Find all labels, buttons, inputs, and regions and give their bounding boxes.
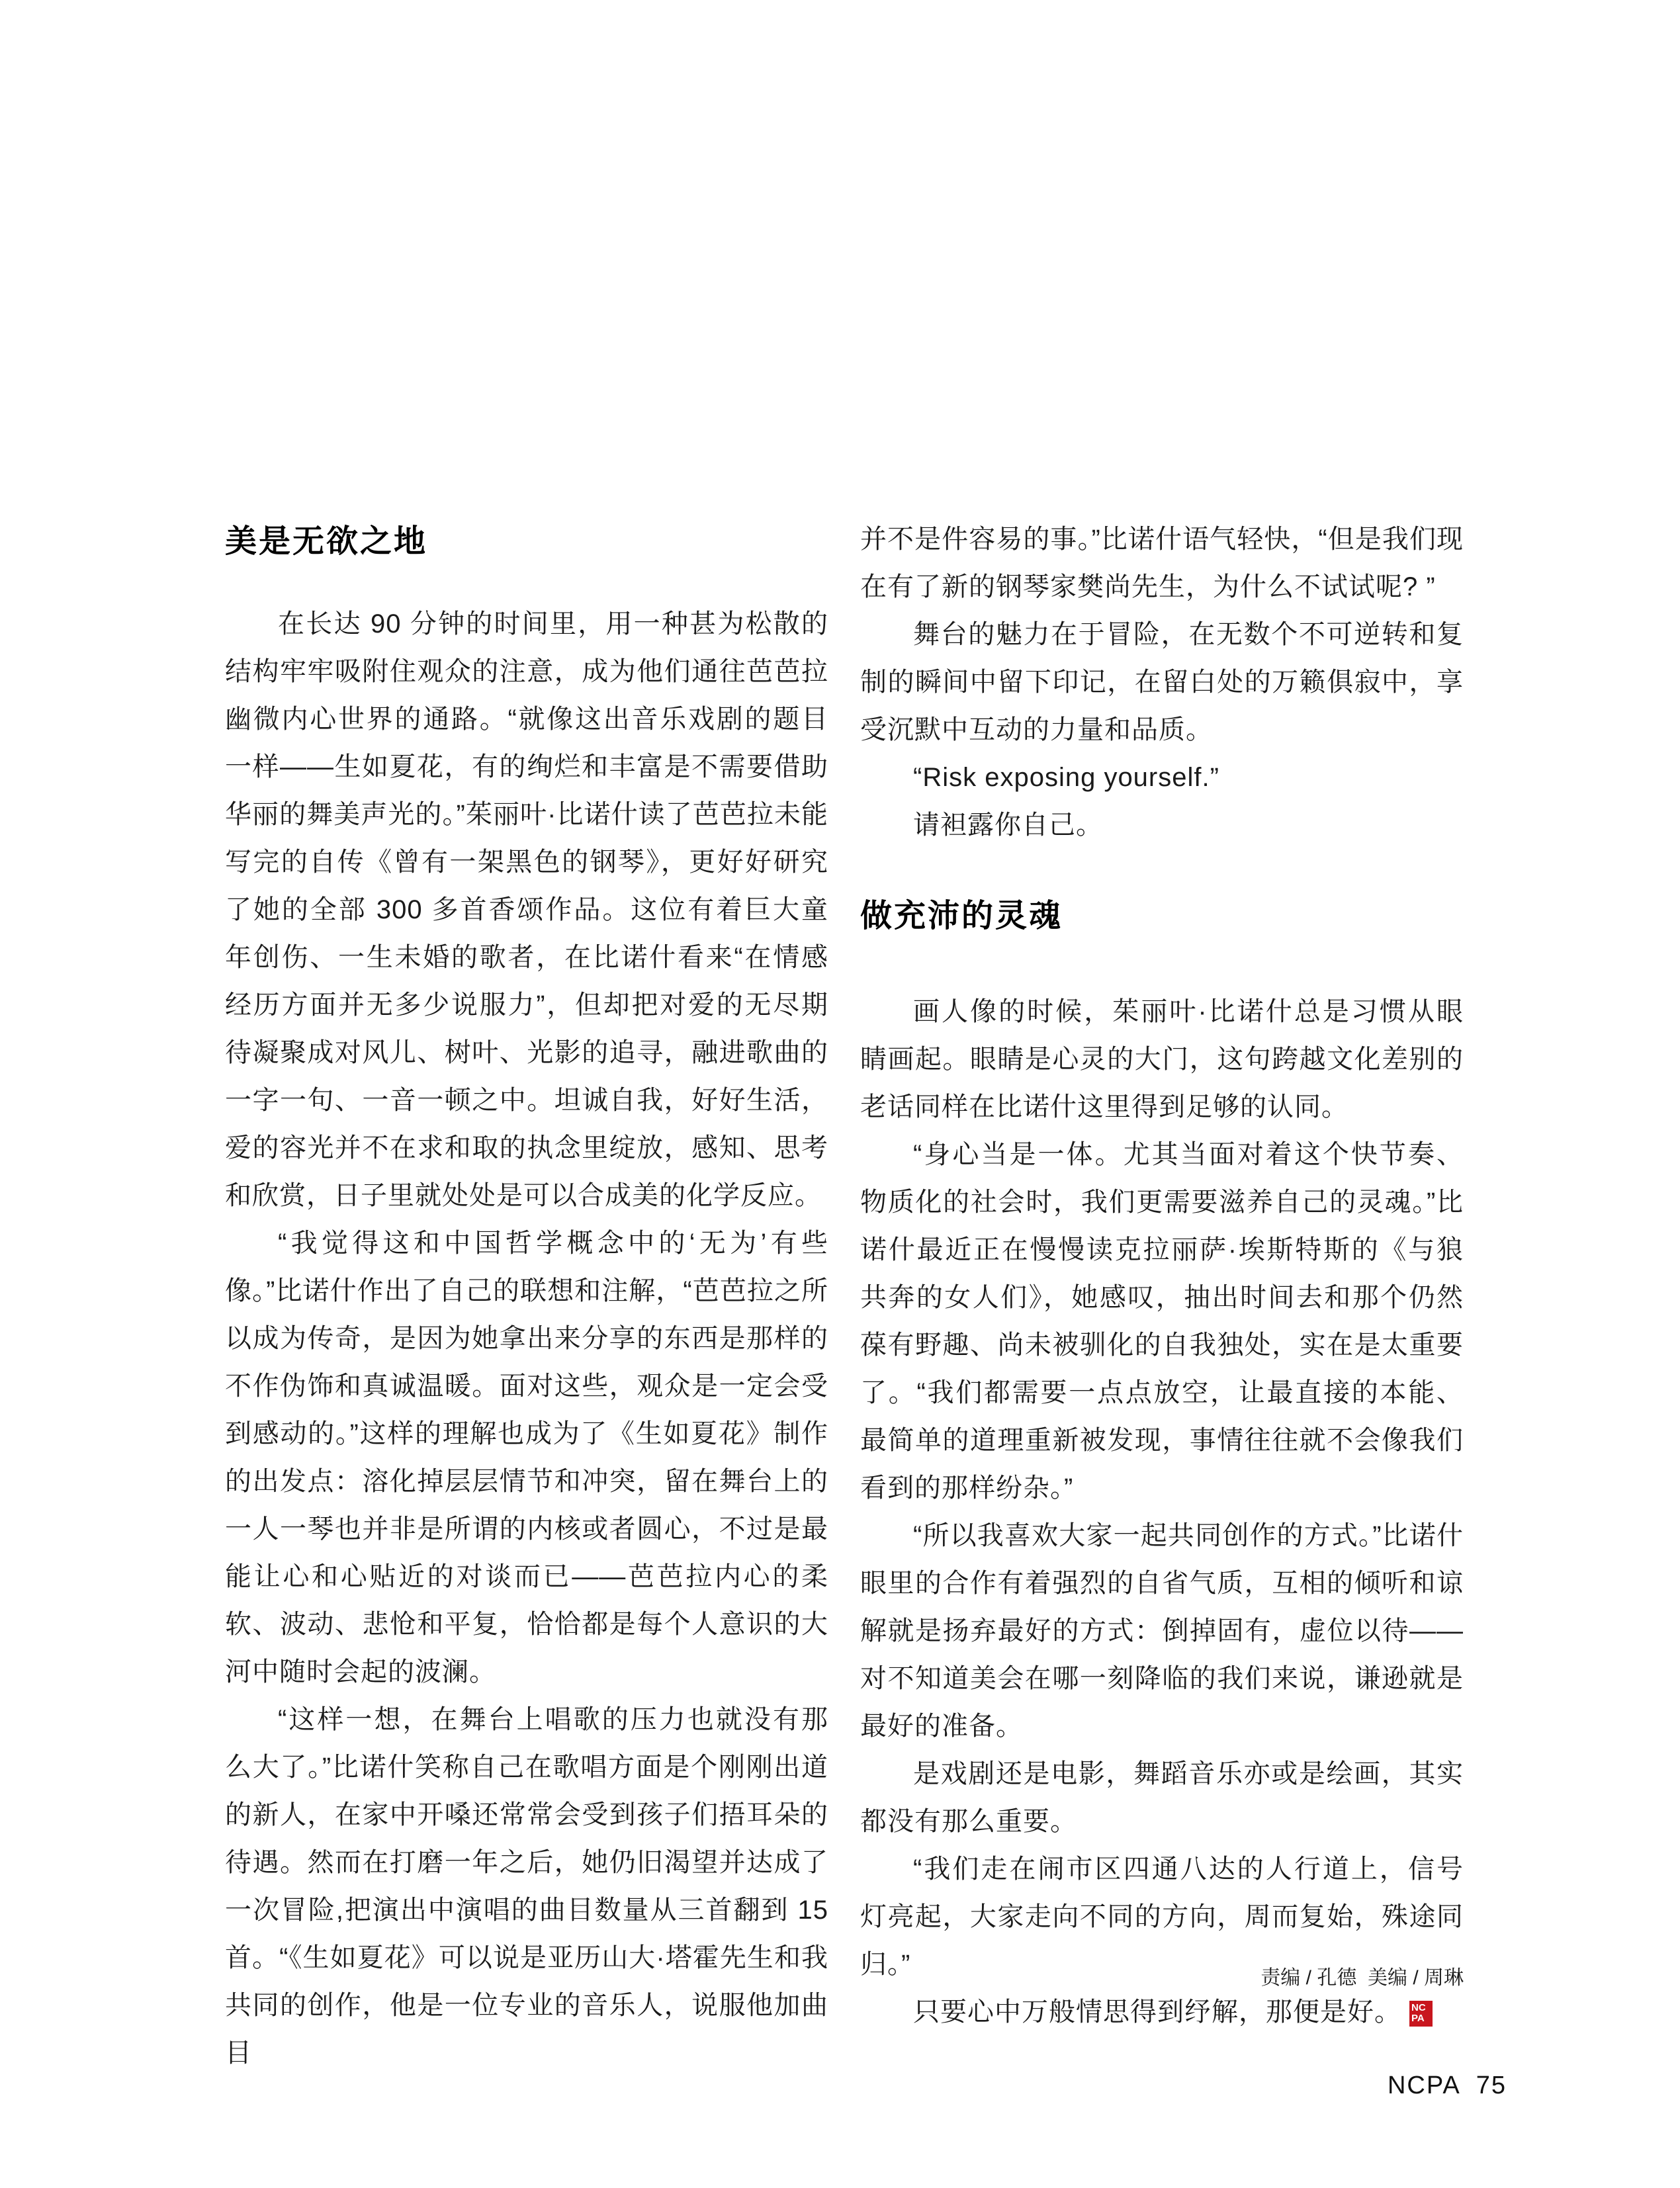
paragraph-english-quote: “Risk exposing yourself.”	[913, 763, 1219, 792]
paragraph-continuation: 并不是件容易的事。”比诺什语气轻快，“但是我们现在有了新的钢琴家樊尚先生，为什么不试试呢? ”	[860, 525, 1464, 601]
editor-credits: 责编 / 孔德 美编 / 周琳	[1260, 1967, 1464, 1989]
paragraph: 舞台的魅力在于冒险，在无数个不可逆转和复制的瞬间中留下印记，在留白处的万籁俱寂中，享受沉默中互动的力量和品质。	[860, 620, 1464, 744]
paragraph: “我们走在闹市区四通八达的人行道上，信号灯亮起，大家走向不同的方向，周而复始，殊途同归。”	[860, 1855, 1464, 1979]
seal-text-top: NC	[1411, 2002, 1426, 2014]
paragraph: “这样一想，在舞台上唱歌的压力也就没有那么大了。”比诺什笑称自己在歌唱方面是个刚刚出道的新人，在家中开嗓还常常会受到孩子们捂耳朵的待遇。然而在打磨一年之后，她仍旧渴望并达成了一次冒险,把演出中演唱的曲目数量从三首翻到 15 首。“《生如夏花》可以说是亚历山大·塔霍先生和我共同的创作，他是一位专业的音乐人，说服他加曲目	[225, 1705, 828, 2068]
paragraph: 在长达 90 分钟的时间里，用一种甚为松散的结构牢牢吸附住观众的注意，成为他们通往芭芭拉幽微内心世界的通路。“就像这出音乐戏剧的题目一样——生如夏花，有的绚烂和丰富是不需要借助华丽的舞美声光的。”茱丽叶·比诺什读了芭芭拉未能写完的自传《曾有一架黑色的钢琴》，更好好研究了她的全部 300 多首香颂作品。这位有着巨大童年创伤、一生未婚的歌者，在比诺什看来“在情感经历方面并无多少说服力”，但却把对爱的无尽期待凝聚成对风儿、树叶、光影的追寻，融进歌曲的一字一句、一音一顿之中。坦诚自我，好好生活，爱的容光并不在求和取的执念里绽放，感知、思考和欣赏，日子里就处处是可以合成美的化学反应。	[225, 609, 828, 1210]
paragraph: 请袒露你自己。	[913, 810, 1103, 840]
paragraph: “所以我喜欢大家一起共同创作的方式。”比诺什眼里的合作有着强烈的自省气质，互相的倾听和谅解就是扬弃最好的方式：倒掉固有，虚位以待——对不知道美会在哪一刻降临的我们来说，谦逊就是最好的准备。	[860, 1521, 1464, 1741]
paragraph: “我觉得这和中国哲学概念中的‘无为’有些像。”比诺什作出了自己的联想和注解，“芭芭拉之所以成为传奇，是因为她拿出来分享的东西是那样的不作伪饰和真诚温暖。面对这些，观众是一定会受到感动的。”这样的理解也成为了《生如夏花》制作的出发点：溶化掉层层情节和冲突，留在舞台上的一人一琴也并非是所谓的内核或者圆心，不过是最能让心和心贴近的对谈而已——芭芭拉内心的柔软、波动、悲怆和平复，恰恰都是每个人意识的大河中随时会起的波澜。	[225, 1229, 828, 1686]
left-column	[225, 515, 828, 2077]
section-heading-soul: 做充沛的灵魂	[860, 898, 1063, 934]
section-heading-beauty: 美是无欲之地	[225, 524, 428, 559]
right-column	[860, 515, 1464, 2036]
closing-sentence: 只要心中万般情思得到纾解，那便是好。	[913, 1997, 1401, 2027]
paragraph: 是戏剧还是电影，舞蹈音乐亦或是绘画，其实都没有那么重要。	[860, 1759, 1464, 1836]
page-number: NCPA 75	[1387, 2072, 1507, 2099]
paragraph: “身心当是一体。尤其当面对着这个快节奏、物质化的社会时，我们更需要滋养自己的灵魂。”比诺什最近正在慢慢读克拉丽萨·埃斯特斯的《与狼共奔的女人们》，她感叹，抽出时间去和那个仍然葆有野趣、尚未被驯化的自我独处，实在是太重要了。“我们都需要一点点放空，让最直接的本能、最简单的道理重新被发现，事情往往就不会像我们看到的那样纷杂。”	[860, 1140, 1464, 1503]
paragraph-closing	[860, 1988, 1464, 2036]
ncpa-seal-icon	[1409, 2001, 1433, 2027]
paragraph: 画人像的时候，茱丽叶·比诺什总是习惯从眼睛画起。眼睛是心灵的大门，这句跨越文化差别的老话同样在比诺什这里得到足够的认同。	[860, 997, 1464, 1121]
seal-text-bottom: PA	[1411, 2013, 1425, 2025]
